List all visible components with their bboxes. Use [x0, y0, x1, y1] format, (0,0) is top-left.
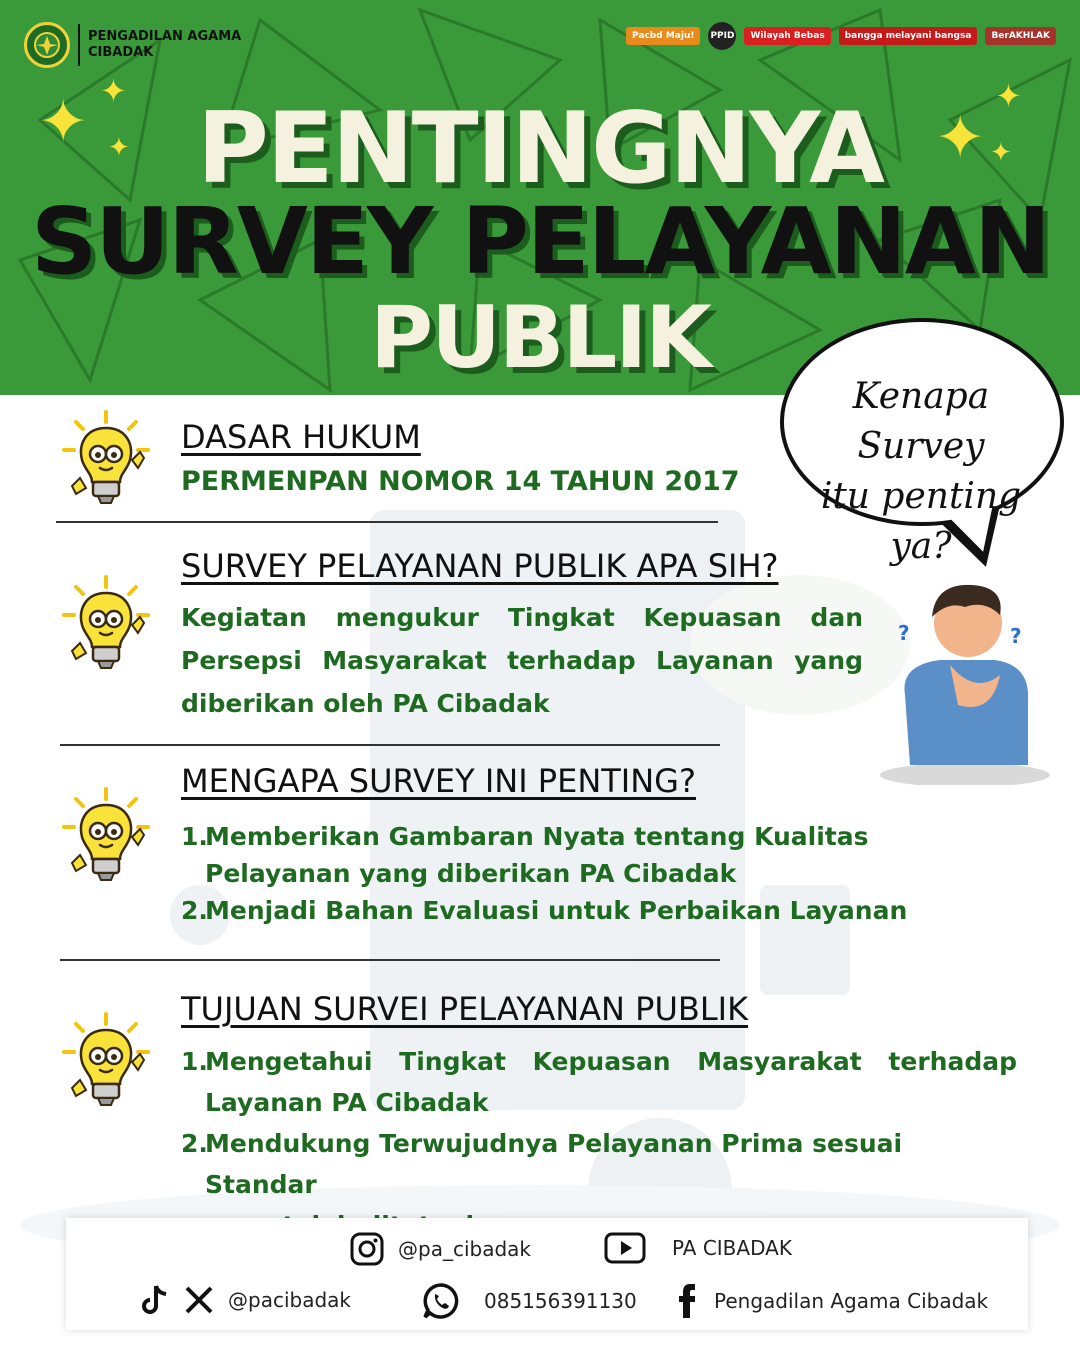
facebook-link[interactable]: [678, 1284, 988, 1318]
org-logo-block: [24, 22, 241, 68]
section-list-mengapa: [181, 818, 981, 929]
youtube-link[interactable]: [604, 1232, 792, 1264]
list-item: [181, 818, 981, 892]
lightbulb-mascot-icon: [56, 408, 156, 508]
org-name-line1: PENGADILAN AGAMA: [88, 29, 242, 44]
lightbulb-mascot-icon: [56, 785, 156, 885]
list-number: 1.: [181, 1047, 208, 1076]
tiktok-handle: @pacibadak: [228, 1288, 351, 1312]
sparkle-icon: ✦: [108, 133, 130, 163]
logo-divider: [78, 24, 80, 66]
facebook-page: Pengadilan Agama Cibadak: [714, 1289, 989, 1313]
list-text: [205, 1041, 1017, 1123]
divider: [60, 744, 720, 746]
partner-logo-berakhlak: BerAKHLAK: [985, 27, 1056, 45]
speech-bubble-text: [790, 372, 1052, 572]
whatsapp-number: 085156391130: [484, 1289, 637, 1313]
instagram-handle: @pa_cibadak: [398, 1237, 531, 1261]
tiktok-x-link[interactable]: [140, 1284, 351, 1316]
section-title-apa-sih: SURVEY PELAYANAN PUBLIK APA SIH?: [181, 547, 779, 585]
section-body-dasar-hukum: PERMENPAN NOMOR 14 TAHUN 2017: [181, 466, 740, 497]
bubble-line-2: itu penting ya?: [820, 476, 1022, 567]
divider: [56, 521, 718, 523]
list-number: 2.: [181, 896, 208, 925]
youtube-channel: PA CIBADAK: [672, 1236, 792, 1260]
list-line: Mendukung Terwujudnya Pelayanan Prima sesuai Standar: [205, 1129, 903, 1199]
sparkle-icon: ✦: [38, 87, 89, 157]
whatsapp-icon: [422, 1282, 460, 1320]
list-line: Mengetahui Tingkat Kepuasan Masyarakat terhadap: [205, 1047, 1017, 1076]
partner-logo-pacbd: Pacbd Maju!: [626, 27, 700, 45]
svg-text:?: ?: [898, 621, 910, 645]
list-item: [181, 892, 981, 929]
partner-logo-wbk: Wilayah Bebas: [744, 27, 830, 45]
sparkle-icon: ✦: [995, 77, 1022, 115]
partner-logo-bangga: bangga melayani bangsa: [839, 27, 978, 45]
court-emblem-icon: [24, 22, 70, 68]
instagram-link[interactable]: [350, 1232, 531, 1266]
org-name: [88, 29, 241, 61]
list-item: [181, 1041, 1017, 1123]
svg-text:?: ?: [1010, 624, 1022, 648]
partner-logos: [626, 22, 1056, 50]
divider: [60, 959, 720, 961]
lightbulb-mascot-icon: [56, 573, 156, 673]
section-title-mengapa: MENGAPA SURVEY INI PENTING?: [181, 762, 696, 800]
list-text: [205, 892, 981, 929]
list-text: [205, 818, 981, 892]
title-line-2: SURVEY PELAYANAN: [30, 188, 1049, 295]
x-icon: [184, 1285, 214, 1315]
list-line: Layanan PA Cibadak: [205, 1088, 489, 1117]
list-number: 1.: [181, 822, 208, 851]
sparkle-icon: ✦: [935, 103, 986, 173]
lightbulb-mascot-icon: [56, 1010, 156, 1110]
thinking-person-icon: [880, 575, 1050, 785]
list-line: Pelayanan yang diberikan PA Cibadak: [205, 859, 737, 888]
footer-contacts: [66, 1218, 1028, 1330]
body-line: Kegiatan mengukur Tingkat Kepuasan dan: [181, 603, 863, 632]
title-line-1: PENTINGNYA: [196, 92, 883, 206]
partner-logo-ppid: PPID: [708, 22, 736, 50]
youtube-icon: [604, 1232, 646, 1264]
whatsapp-link[interactable]: [422, 1282, 637, 1320]
instagram-icon: [350, 1232, 384, 1266]
list-line: Menjadi Bahan Evaluasi untuk Perbaikan Layanan: [205, 896, 908, 925]
list-number: 2.: [181, 1129, 208, 1158]
sparkle-icon: ✦: [100, 72, 127, 110]
body-line: Persepsi Masyarakat terhadap Layanan yang: [181, 646, 863, 675]
sparkle-icon: ✦: [990, 138, 1012, 168]
section-title-dasar-hukum: DASAR HUKUM: [181, 418, 421, 456]
title-line-3: PUBLIK: [370, 288, 710, 388]
body-line: diberikan oleh PA Cibadak: [181, 689, 550, 718]
section-list-tujuan: [181, 1041, 1017, 1246]
bubble-line-1: Kenapa Survey: [852, 376, 990, 467]
section-body-apa-sih: [181, 596, 863, 725]
tiktok-icon: [140, 1284, 170, 1316]
list-line: Memberikan Gambaran Nyata tentang Kualitas: [205, 822, 869, 851]
section-title-tujuan: TUJUAN SURVEI PELAYANAN PUBLIK: [181, 990, 749, 1028]
org-name-line2: CIBADAK: [88, 45, 154, 60]
facebook-icon: [678, 1284, 696, 1318]
